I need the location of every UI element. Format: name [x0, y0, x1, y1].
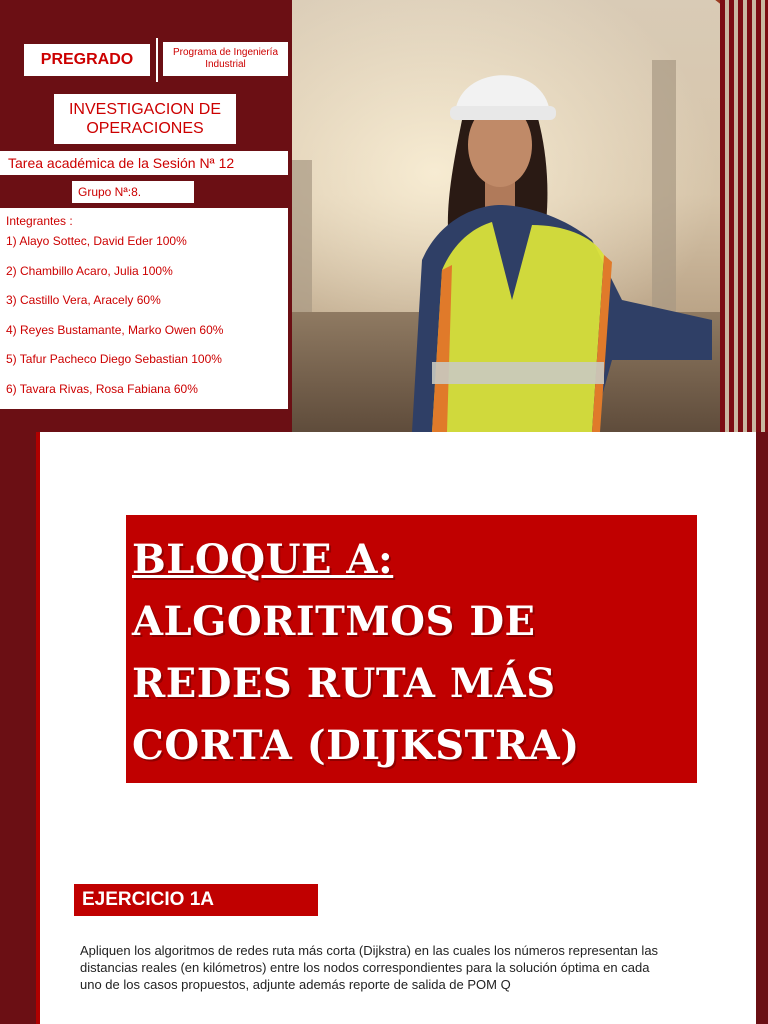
- block-title-line: ALGORITMOS DE: [132, 598, 536, 645]
- group-label: Grupo Nª:8.: [72, 181, 194, 203]
- member-item: 2) Chambillo Acaro, Julia 100%: [6, 263, 173, 278]
- block-title-line: REDES RUTA MÁS: [132, 660, 556, 707]
- header-divider: [156, 38, 158, 82]
- block-title-box: [126, 515, 697, 783]
- program-label: Programa de Ingeniería Industrial: [163, 42, 288, 76]
- exercise-heading: EJERCICIO 1A: [74, 884, 318, 916]
- member-item: 4) Reyes Bustamante, Marko Owen 60%: [6, 322, 224, 337]
- member-item: 1) Alayo Sottec, David Eder 100%: [6, 234, 187, 248]
- member-item: 3) Castillo Vera, Aracely 60%: [6, 293, 161, 308]
- document-left-bar: [36, 432, 40, 1024]
- course-title: INVESTIGACION DE OPERACIONES: [54, 94, 236, 144]
- exercise-statement: Apliquen los algoritmos de redes ruta más corta (Dijkstra) en las cuales los números representan las distancias reales (en kilómetros) entre los nodos correspondientes para la solución óptima en cada uno de los casos propuestos, adjunte además reporte de salida de POM Q: [80, 943, 659, 992]
- block-title-line: BLOQUE A:: [132, 536, 394, 583]
- member-item: 6) Tavara Rivas, Rosa Fabiana 60%: [6, 381, 198, 396]
- members-list: [6, 232, 282, 410]
- members-heading: Integrantes :: [6, 214, 73, 228]
- cover-photo: [292, 0, 768, 432]
- worker-illustration: [292, 0, 768, 432]
- level-badge: PREGRADO: [24, 44, 150, 76]
- members-box: [0, 208, 288, 409]
- task-title: Tarea académica de la Sesión Nª 12: [0, 151, 288, 175]
- block-title-line: CORTA (DIJKSTRA): [132, 722, 580, 769]
- member-item: 5) Tafur Pacheco Diego Sebastian 100%: [6, 352, 222, 367]
